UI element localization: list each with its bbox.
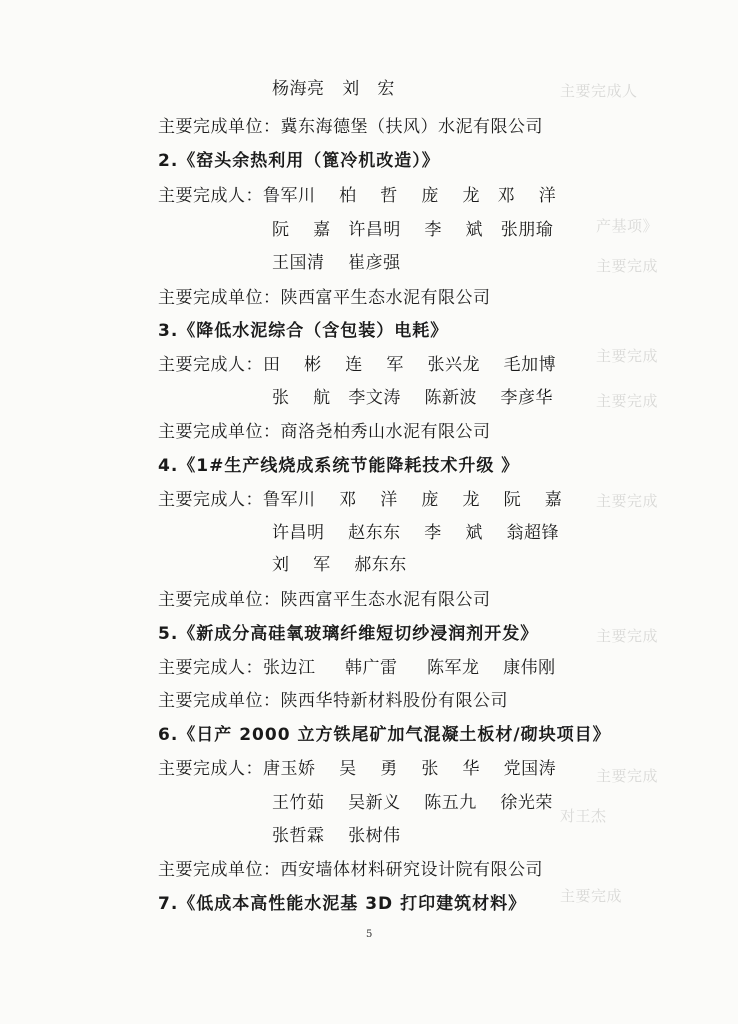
completers-line: 主要完成人：鲁军川 柏 哲 庞 龙 邓 洋 (158, 186, 557, 206)
completers-line: 张 航 李文涛 陈新波 李彦华 (272, 388, 554, 408)
project-title: 4.《1#生产线烧成系统节能降耗技术升级 》 (158, 456, 520, 476)
completing-unit-line: 主要完成单位：陕西富平生态水泥有限公司 (158, 590, 491, 610)
completers-line: 刘 军 郝东东 (272, 555, 407, 575)
show-through-text: 产基项》 (596, 217, 659, 235)
show-through-text: 主要完成 (596, 347, 659, 365)
completers-line: 许昌明 赵东东 李 斌 翁超锋 (272, 523, 559, 543)
completing-unit-line: 主要完成单位：商洛尧柏秀山水泥有限公司 (158, 422, 491, 442)
project-title: 5.《新成分高硅氧玻璃纤维短切纱浸润剂开发》 (158, 624, 539, 644)
completers-line: 杨海亮 刘 宏 (272, 79, 395, 99)
completers-line: 阮 嘉 许昌明 李 斌 张朋瑜 (272, 220, 554, 240)
completers-line: 主要完成人：唐玉娇 吴 勇 张 华 党国涛 (158, 759, 557, 779)
show-through-text: 主要完成 (596, 492, 659, 510)
completers-line: 主要完成人：田 彬 连 军 张兴龙 毛加博 (158, 355, 557, 375)
completing-unit-line: 主要完成单位：陕西富平生态水泥有限公司 (158, 288, 491, 308)
completers-line: 王竹茹 吴新义 陈五九 徐光荣 (272, 793, 553, 813)
show-through-text: 主要完成 (596, 767, 659, 785)
completers-line: 张哲霖 张树伟 (272, 826, 401, 846)
show-through-text: 主要完成 (596, 627, 659, 645)
show-through-text: 主要完成 (596, 257, 659, 275)
show-through-text: 主要完成 (560, 887, 623, 905)
project-title: 6.《日产 2000 立方铁尾矿加气混凝土板材/砌块项目》 (158, 725, 611, 745)
completing-unit-line: 主要完成单位：冀东海德堡（扶风）水泥有限公司 (158, 117, 543, 137)
project-title: 7.《低成本高性能水泥基 3D 打印建筑材料》 (158, 894, 527, 914)
show-through-text: 对王杰 (560, 807, 607, 825)
completing-unit-line: 主要完成单位：陕西华特新材料股份有限公司 (158, 691, 508, 711)
show-through-text: 主要完成 (596, 392, 659, 410)
show-through-text: 主要完成人 (560, 82, 638, 100)
completers-line: 主要完成人：张边江 韩广雷 陈军龙 康伟刚 (158, 658, 556, 678)
page-number: 5 (366, 929, 373, 940)
completing-unit-line: 主要完成单位：西安墙体材料研究设计院有限公司 (158, 860, 543, 880)
completers-line: 王国清 崔彦强 (272, 253, 401, 273)
project-title: 3.《降低水泥综合（含包装）电耗》 (158, 321, 449, 341)
completers-line: 主要完成人：鲁军川 邓 洋 庞 龙 阮 嘉 (158, 490, 563, 510)
project-title: 2.《窑头余热利用（篦冷机改造）》 (158, 151, 440, 171)
